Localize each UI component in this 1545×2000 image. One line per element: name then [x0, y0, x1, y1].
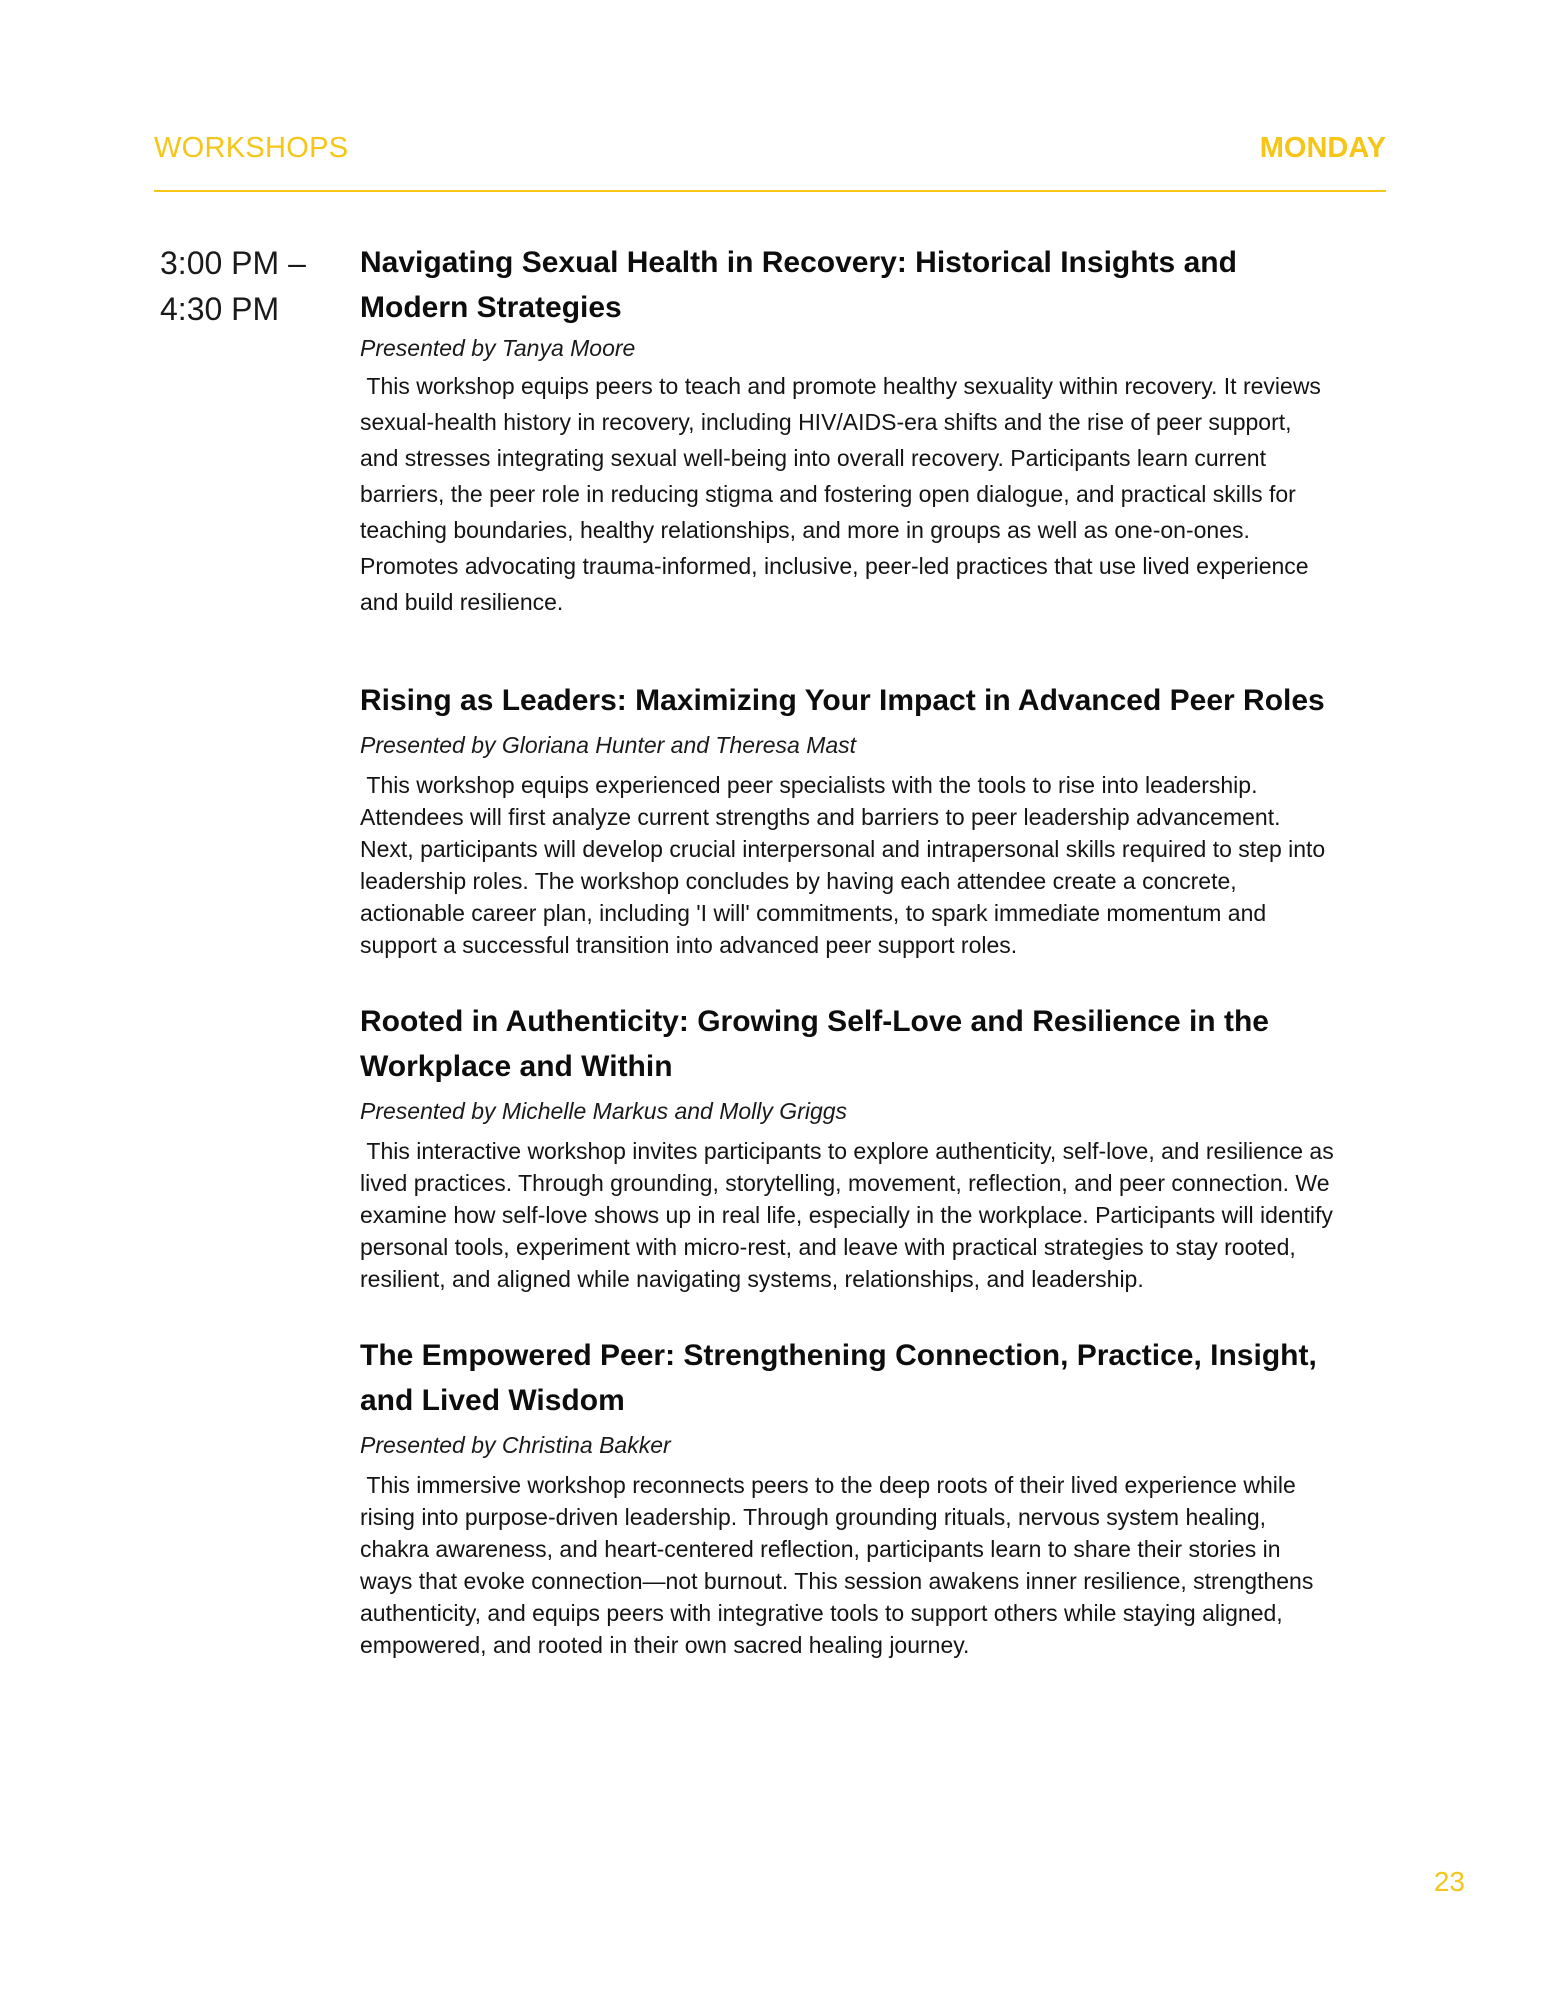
time-slot [160, 240, 340, 332]
workshop-description: This immersive workshop reconnects peers to the deep roots of their lived experience while rising into purpose-driven leadership. Through grounding rituals, nervous system healing, chakra awareness, and heart-centered reflection, participants learn to share their stories in ways that evoke connection—not burnout. This session awakens inner resilience, strengthens authenticity, and equips peers with integrative tools to support others while staying aligned, empowered, and rooted in their own sacred healing journey. [360, 1472, 1320, 1658]
time-start: 3:00 PM – [160, 245, 306, 281]
page-header [154, 132, 1386, 192]
workshop-presenter: Presented by Christina Bakker [360, 1432, 671, 1458]
workshop-presenter: Presented by Tanya Moore [360, 335, 636, 361]
time-end: 4:30 PM [160, 291, 280, 327]
workshop-item [360, 678, 1335, 961]
day-label: MONDAY [1259, 132, 1386, 164]
workshop-description: This interactive workshop invites participants to explore authenticity, self-love, and resilience as lived practices. Through grounding, storytelling, movement, reflection, and peer connection. We examine how self-love shows up in real life, especially in the workplace. Participants will identify personal tools, experiment with micro-rest, and leave with practical strategies to stay rooted, resilient, and aligned while navigating systems, relationships, and leadership. [360, 1138, 1341, 1292]
workshop-list [360, 240, 1341, 1709]
workshop-item [360, 999, 1341, 1295]
workshop-item [360, 240, 1335, 620]
workshop-presenter: Presented by Gloriana Hunter and Theresa Mast [360, 732, 857, 758]
workshop-description: This workshop equips peers to teach and promote healthy sexuality within recovery. It reviews sexual-health history in recovery, including HIV/AIDS-era shifts and the rise of peer support, and stresses integrating sexual well-being into overall recovery. Participants learn current barriers, the peer role in reducing stigma and fostering open dialogue, and practical skills for teaching boundaries, healthy relationships, and more in groups as well as one-on-ones. Promotes advocating trauma-informed, inclusive, peer-led practices that use lived experience and build resilience. [360, 373, 1328, 615]
workshop-title: The Empowered Peer: Strengthening Connection, Practice, Insight, and Lived Wisdom [360, 1339, 1317, 1417]
workshop-title: Rising as Leaders: Maximizing Your Impact in Advanced Peer Roles [360, 684, 1325, 717]
workshop-presenter: Presented by Michelle Markus and Molly Griggs [360, 1098, 848, 1124]
section-label: WORKSHOPS [154, 132, 349, 164]
workshop-description: This workshop equips experienced peer specialists with the tools to rise into leadership. Attendees will first analyze current strengths and barriers to peer leadership advancement. Next, participants will develop crucial interpersonal and intrapersonal skills required to step into leadership roles. The workshop concludes by having each attendee create a concrete, actionable career plan, including 'I will' commitments, to spark immediate momentum and support a successful transition into advanced peer support roles. [360, 772, 1332, 958]
workshop-title: Navigating Sexual Health in Recovery: Historical Insights and Modern Strategies [360, 246, 1237, 324]
workshop-title: Rooted in Authenticity: Growing Self-Love and Resilience in the Workplace and Within [360, 1005, 1269, 1083]
workshop-item [360, 1333, 1335, 1661]
page-number: 23 [1433, 1866, 1465, 1897]
